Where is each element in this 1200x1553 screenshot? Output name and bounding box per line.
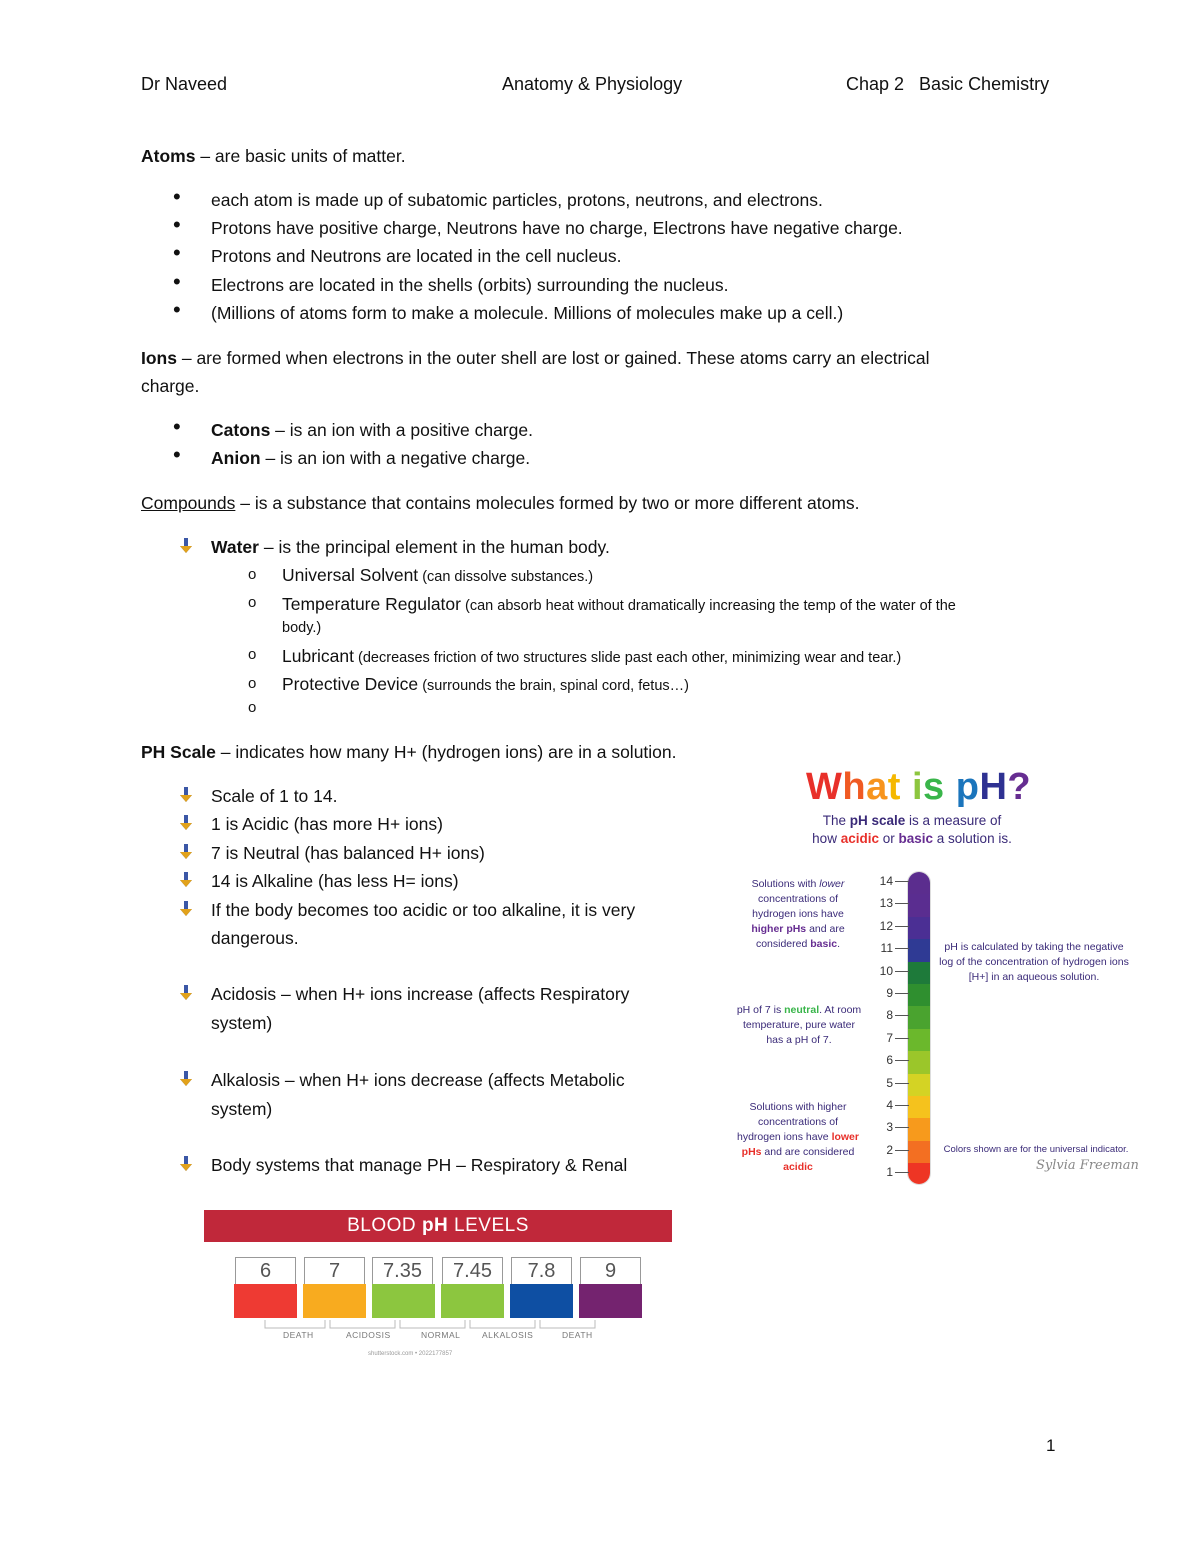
header-author: Dr Naveed	[141, 74, 228, 94]
blood-ph-value: 7.45	[442, 1257, 503, 1286]
ph-scale-segment	[908, 894, 931, 917]
list-item	[211, 418, 533, 442]
sub-list-item	[282, 592, 956, 618]
ph-scale-tick	[895, 948, 909, 949]
water-term: Water	[211, 537, 259, 557]
ion-def: – is an ion with a positive charge.	[270, 420, 533, 440]
title-letter: s	[923, 766, 945, 808]
ph-scale-tick	[895, 1127, 909, 1128]
title-letter: t	[887, 766, 901, 808]
note-text: basic	[810, 938, 838, 950]
note-text: concentrations of hydrogen ions have	[736, 1116, 838, 1143]
list-item	[211, 446, 530, 470]
blood-ph-color	[441, 1284, 504, 1318]
sub-item-name: Universal Solvent	[282, 565, 419, 585]
bullet-dot	[173, 269, 181, 295]
list-item: Protons and Neutrons are located in the cell nucleus.	[211, 246, 622, 266]
ph-scale-number: 2	[886, 1142, 893, 1157]
ph-scale-number: 1	[886, 1165, 893, 1180]
blood-ph-label: ACIDOSIS	[346, 1330, 391, 1340]
ph-scale-segment	[908, 1118, 931, 1141]
page-number: 1	[1046, 1436, 1056, 1455]
water-def: – is the principal element in the human body.	[258, 537, 610, 557]
note-text: and are considered	[755, 923, 845, 950]
title-letter: h	[842, 766, 867, 808]
ion-def: – is an ion with a negative charge.	[260, 448, 531, 468]
atoms-heading	[141, 144, 406, 168]
list-item: Protons have positive charge, Neutrons have no charge, Electrons have negative charge.	[211, 218, 903, 238]
note-text: Solutions with	[751, 878, 820, 890]
ph-scale-segment	[908, 1051, 931, 1074]
sub-bullet: o	[248, 566, 257, 583]
compounds-def: – is a substance that contains molecules formed by two or more different atoms.	[235, 493, 860, 513]
ph-scale-tick	[895, 1105, 909, 1106]
subtitle-text: or	[878, 831, 899, 846]
title-letter: ?	[1007, 766, 1032, 808]
arrow-bullet-icon	[179, 985, 193, 1001]
ph-scale-number: 8	[886, 1008, 893, 1023]
ph-scale-number: 11	[880, 941, 893, 956]
ph-scale-tick	[895, 971, 909, 972]
ph-scale-tick	[895, 1083, 909, 1084]
note-text: and are considered	[761, 1146, 855, 1158]
list-item: (Millions of atoms form to make a molecule. Millions of molecules make up a cell.)	[211, 303, 844, 323]
atoms-def: – are basic units of matter.	[195, 146, 406, 166]
ph-scale-number: 10	[879, 963, 893, 978]
note-text: . At room temperature, pure water has a pH of 7.	[742, 1004, 862, 1046]
title-letter: H	[979, 766, 1008, 808]
sub-item-name: Lubricant	[282, 646, 354, 666]
subtitle-text: The	[822, 813, 850, 828]
blood-ph-value: 7	[304, 1257, 365, 1286]
list-item: Body systems that manage PH – Respiratory & Renal	[211, 1155, 628, 1175]
note-text: neutral	[784, 1004, 820, 1016]
sub-list-item	[282, 563, 593, 589]
ph-scale-number: 13	[879, 896, 893, 911]
sub-item-note: (can dissolve substances.)	[418, 569, 594, 585]
header-chapter: Chap 2 Basic Chemistry	[846, 74, 1050, 94]
sub-bullet: o	[248, 675, 257, 692]
sub-item-name: Protective Device	[282, 674, 419, 694]
ph-scale-tick	[895, 903, 909, 904]
arrow-bullet-icon	[179, 1071, 193, 1087]
ph-scale-segment	[908, 1163, 931, 1184]
compounds-term: Compounds	[141, 493, 236, 513]
ph-scale-segment	[908, 1096, 931, 1119]
sub-list-item	[282, 672, 689, 698]
ph-scale-number: 3	[886, 1120, 893, 1135]
note-text: higher pHs	[751, 923, 807, 935]
atoms-term: Atoms	[141, 146, 196, 166]
ph-scale-tick	[895, 1172, 909, 1173]
sub-bullet: o	[248, 646, 257, 663]
bullet-dot	[173, 442, 181, 468]
arrow-bullet-icon	[179, 901, 193, 917]
blood-ph-color	[234, 1284, 297, 1318]
sub-item-note: (surrounds the brain, spinal cord, fetus…)	[418, 678, 689, 694]
ph-scale-tick	[895, 926, 909, 927]
ph-scale-tick	[895, 1060, 909, 1061]
note-text: Solutions with	[749, 1101, 818, 1113]
sub-item-note-cont: body.)	[282, 620, 322, 636]
sub-item-note: (decreases friction of two structures slide past each other, minimizing wear and tear.)	[354, 650, 902, 666]
ions-def-cont: charge.	[141, 376, 200, 396]
note-text: acidic	[783, 1161, 813, 1173]
ph-scale-number: 6	[886, 1053, 893, 1068]
blood-ph-value: 6	[235, 1257, 296, 1286]
ph-scale-segment	[908, 872, 931, 895]
ph-scale-number: 7	[886, 1030, 893, 1045]
list-item: Acidosis – when H+ ions increase (affects Respiratory	[211, 984, 630, 1004]
ph-scale-segment	[908, 1029, 931, 1052]
arrow-bullet-icon	[179, 815, 193, 831]
sub-item-note: (can absorb heat without dramatically increasing the temp of the water of the	[460, 598, 956, 614]
list-item: Electrons are located in the shells (orbits) surrounding the nucleus.	[211, 275, 729, 295]
bullet-dot	[173, 184, 181, 210]
list-item: 1 is Acidic (has more H+ ions)	[211, 814, 443, 834]
title-text: BLOOD	[347, 1215, 422, 1236]
signature: Sylvia Freeman	[1036, 1158, 1139, 1173]
ph-scale-segment	[908, 1141, 931, 1164]
title-text: pH	[421, 1215, 449, 1236]
ph-infographic-title	[806, 766, 1031, 809]
note-text: lower pHs	[741, 1131, 859, 1158]
arrow-bullet-icon	[179, 787, 193, 803]
subtitle-text: a solution is.	[933, 831, 1012, 846]
ph-scale-segment	[908, 962, 931, 985]
blood-ph-value: 7.8	[511, 1257, 572, 1286]
ph-scale-tick	[895, 1150, 909, 1151]
title-letter: i	[911, 766, 924, 808]
blood-ph-value: 7.35	[372, 1257, 433, 1286]
ion-term: Anion	[211, 448, 261, 468]
list-item-cont: system)	[211, 1013, 273, 1033]
compounds-heading	[141, 491, 860, 515]
ph-scale-number: 4	[886, 1098, 893, 1112]
sub-list-item	[282, 644, 901, 670]
list-item-cont: system)	[211, 1099, 273, 1119]
note-text: concentrations of hydrogen ions have	[752, 893, 844, 920]
arrow-bullet-icon	[179, 844, 193, 860]
ph-scale-tick	[895, 881, 909, 882]
ph-scale-number: 9	[886, 986, 893, 1000]
ph-term: PH Scale	[141, 742, 216, 762]
subtitle-text: pH scale	[849, 813, 906, 828]
blood-ph-title	[204, 1210, 672, 1242]
blood-ph-label: NORMAL	[421, 1330, 461, 1340]
bullet-dot	[173, 414, 181, 440]
ions-def: – are formed when electrons in the outer shell are lost or gained. These atoms carry an electrical	[176, 348, 930, 368]
ions-heading	[141, 346, 930, 370]
list-item: Scale of 1 to 14.	[211, 786, 338, 806]
sub-bullet: o	[248, 594, 257, 611]
ph-scale-segment	[908, 1074, 931, 1097]
ph-infographic-subtitle	[812, 812, 1012, 848]
ph-def: – indicates how many H+ (hydrogen ions) are in a solution.	[215, 742, 677, 762]
ph-note-basic	[736, 877, 860, 952]
blood-ph-color	[303, 1284, 366, 1318]
ph-note-acidic	[736, 1100, 860, 1175]
ph-scale-tube	[907, 871, 931, 1185]
ions-term: Ions	[141, 348, 177, 368]
list-item: 14 is Alkaline (has less H= ions)	[211, 871, 459, 891]
title-letter: W	[806, 766, 843, 808]
ph-note-colors: Colors shown are for the universal indicator.	[943, 1144, 1129, 1155]
ion-term: Catons	[211, 420, 271, 440]
ph-scale-number: 5	[886, 1075, 893, 1090]
title-letter: p	[955, 766, 980, 808]
list-item: If the body becomes too acidic or too alkaline, it is very	[211, 900, 636, 920]
bullet-dot	[173, 212, 181, 238]
arrow-bullet-icon	[179, 538, 193, 554]
title-text: LEVELS	[448, 1215, 529, 1236]
ph-scale-segment	[908, 917, 931, 940]
blood-ph-label: DEATH	[562, 1330, 593, 1340]
blood-ph-value: 9	[580, 1257, 641, 1286]
ph-scale-segment	[908, 984, 931, 1007]
ph-note-neutral	[734, 1003, 864, 1048]
ph-scale-number: 12	[879, 918, 893, 933]
blood-ph-label: DEATH	[283, 1330, 314, 1340]
ph-scale-tick	[895, 1038, 909, 1039]
arrow-bullet-icon	[179, 872, 193, 888]
list-item: Alkalosis – when H+ ions decrease (affects Metabolic	[211, 1070, 625, 1090]
water-item	[211, 535, 610, 559]
ph-scale-segment	[908, 939, 931, 962]
note-text: lower	[819, 878, 845, 890]
subtitle-text: is a measure of how	[812, 813, 1002, 846]
ph-scale-tick	[895, 1015, 909, 1016]
arrow-bullet-icon	[179, 1156, 193, 1172]
subtitle-text: basic	[898, 831, 934, 846]
bullet-dot	[173, 240, 181, 266]
note-text: higher	[817, 1101, 847, 1113]
sub-bullet: o	[248, 699, 257, 716]
ph-heading	[141, 740, 677, 764]
ph-scale-segment	[908, 1006, 931, 1029]
blood-ph-color	[579, 1284, 642, 1318]
list-item: 7 is Neutral (has balanced H+ ions)	[211, 843, 485, 863]
note-text: .	[837, 938, 841, 950]
header-course: Anatomy & Physiology	[502, 74, 683, 94]
ph-note-calc: pH is calculated by taking the negative log of the concentration of hydrogen ions [H+] in an aqueous solution.	[939, 941, 1129, 983]
list-item-cont: dangerous.	[211, 928, 299, 948]
list-item: each atom is made up of subatomic particles, protons, neutrons, and electrons.	[211, 190, 823, 210]
image-credit: shutterstock.com • 2022177857	[368, 1351, 453, 1357]
note-text: pH of 7 is	[736, 1004, 785, 1016]
blood-ph-color	[372, 1284, 435, 1318]
subtitle-text: acidic	[840, 831, 879, 846]
sub-item-name: Temperature Regulator	[282, 594, 461, 614]
title-letter: a	[866, 766, 888, 808]
ph-scale-number: 14	[879, 874, 893, 888]
bullet-dot	[173, 297, 181, 323]
blood-ph-color	[510, 1284, 573, 1318]
blood-ph-label: ALKALOSIS	[482, 1330, 534, 1340]
ph-scale-tick	[895, 993, 909, 994]
